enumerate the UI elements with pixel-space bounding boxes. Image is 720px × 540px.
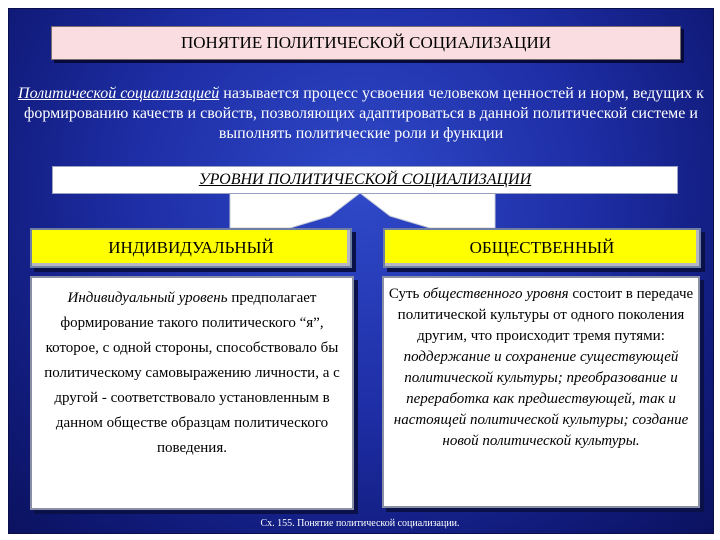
public-level-box	[383, 228, 701, 268]
public-desc-lead: Суть	[388, 286, 424, 302]
definition-term: Политической социализацией	[18, 85, 220, 102]
definition-text: называется процесс усвоения человеком ценностей и норм, ведущих к формированию качеств и свойств, позволяющих адаптироваться в данной политической системе и выполнять политические роли и функции	[24, 85, 704, 142]
levels-heading-text: УРОВНИ ПОЛИТИЧЕСКОЙ СОЦИАЛИЗАЦИИ	[198, 171, 532, 188]
individual-level-description	[30, 276, 354, 510]
individual-desc-text: предполагает формирование такого политического “я”, которое, с одной стороны, способствовало бы политическому самовыражению личности, а с другой - соответствовало установленным в данном обществе образцам политического поведения.	[44, 290, 340, 456]
public-level-description	[382, 276, 700, 508]
individual-level-box	[30, 228, 352, 268]
public-desc-term: общественного уровня	[423, 286, 569, 302]
left-branch-arrow	[230, 193, 360, 228]
public-desc-ways: поддержание и сохранение существующей политической культуры; преобразование и переработка как предшествующей, так и настоящей политической культуры; создание новой политической культуры.	[393, 349, 689, 449]
public-desc-text: состоит в передаче политической культуры от одного поколения другим, что происходит тремя путями:	[397, 286, 694, 344]
figure-caption-text: Сх. 155. Понятие политической социализации.	[260, 518, 460, 529]
public-level-label: ОБЩЕСТВЕННЫЙ	[469, 238, 615, 257]
figure-caption	[0, 518, 720, 529]
individual-level-label: ИНДИВИДУАЛЬНЫЙ	[108, 238, 274, 257]
right-branch-arrow	[360, 193, 495, 228]
levels-heading	[52, 166, 678, 194]
individual-desc-term: Индивидуальный уровень	[67, 290, 228, 306]
page-title-text: ПОНЯТИЕ ПОЛИТИЧЕСКОЙ СОЦИАЛИЗАЦИИ	[180, 33, 551, 52]
